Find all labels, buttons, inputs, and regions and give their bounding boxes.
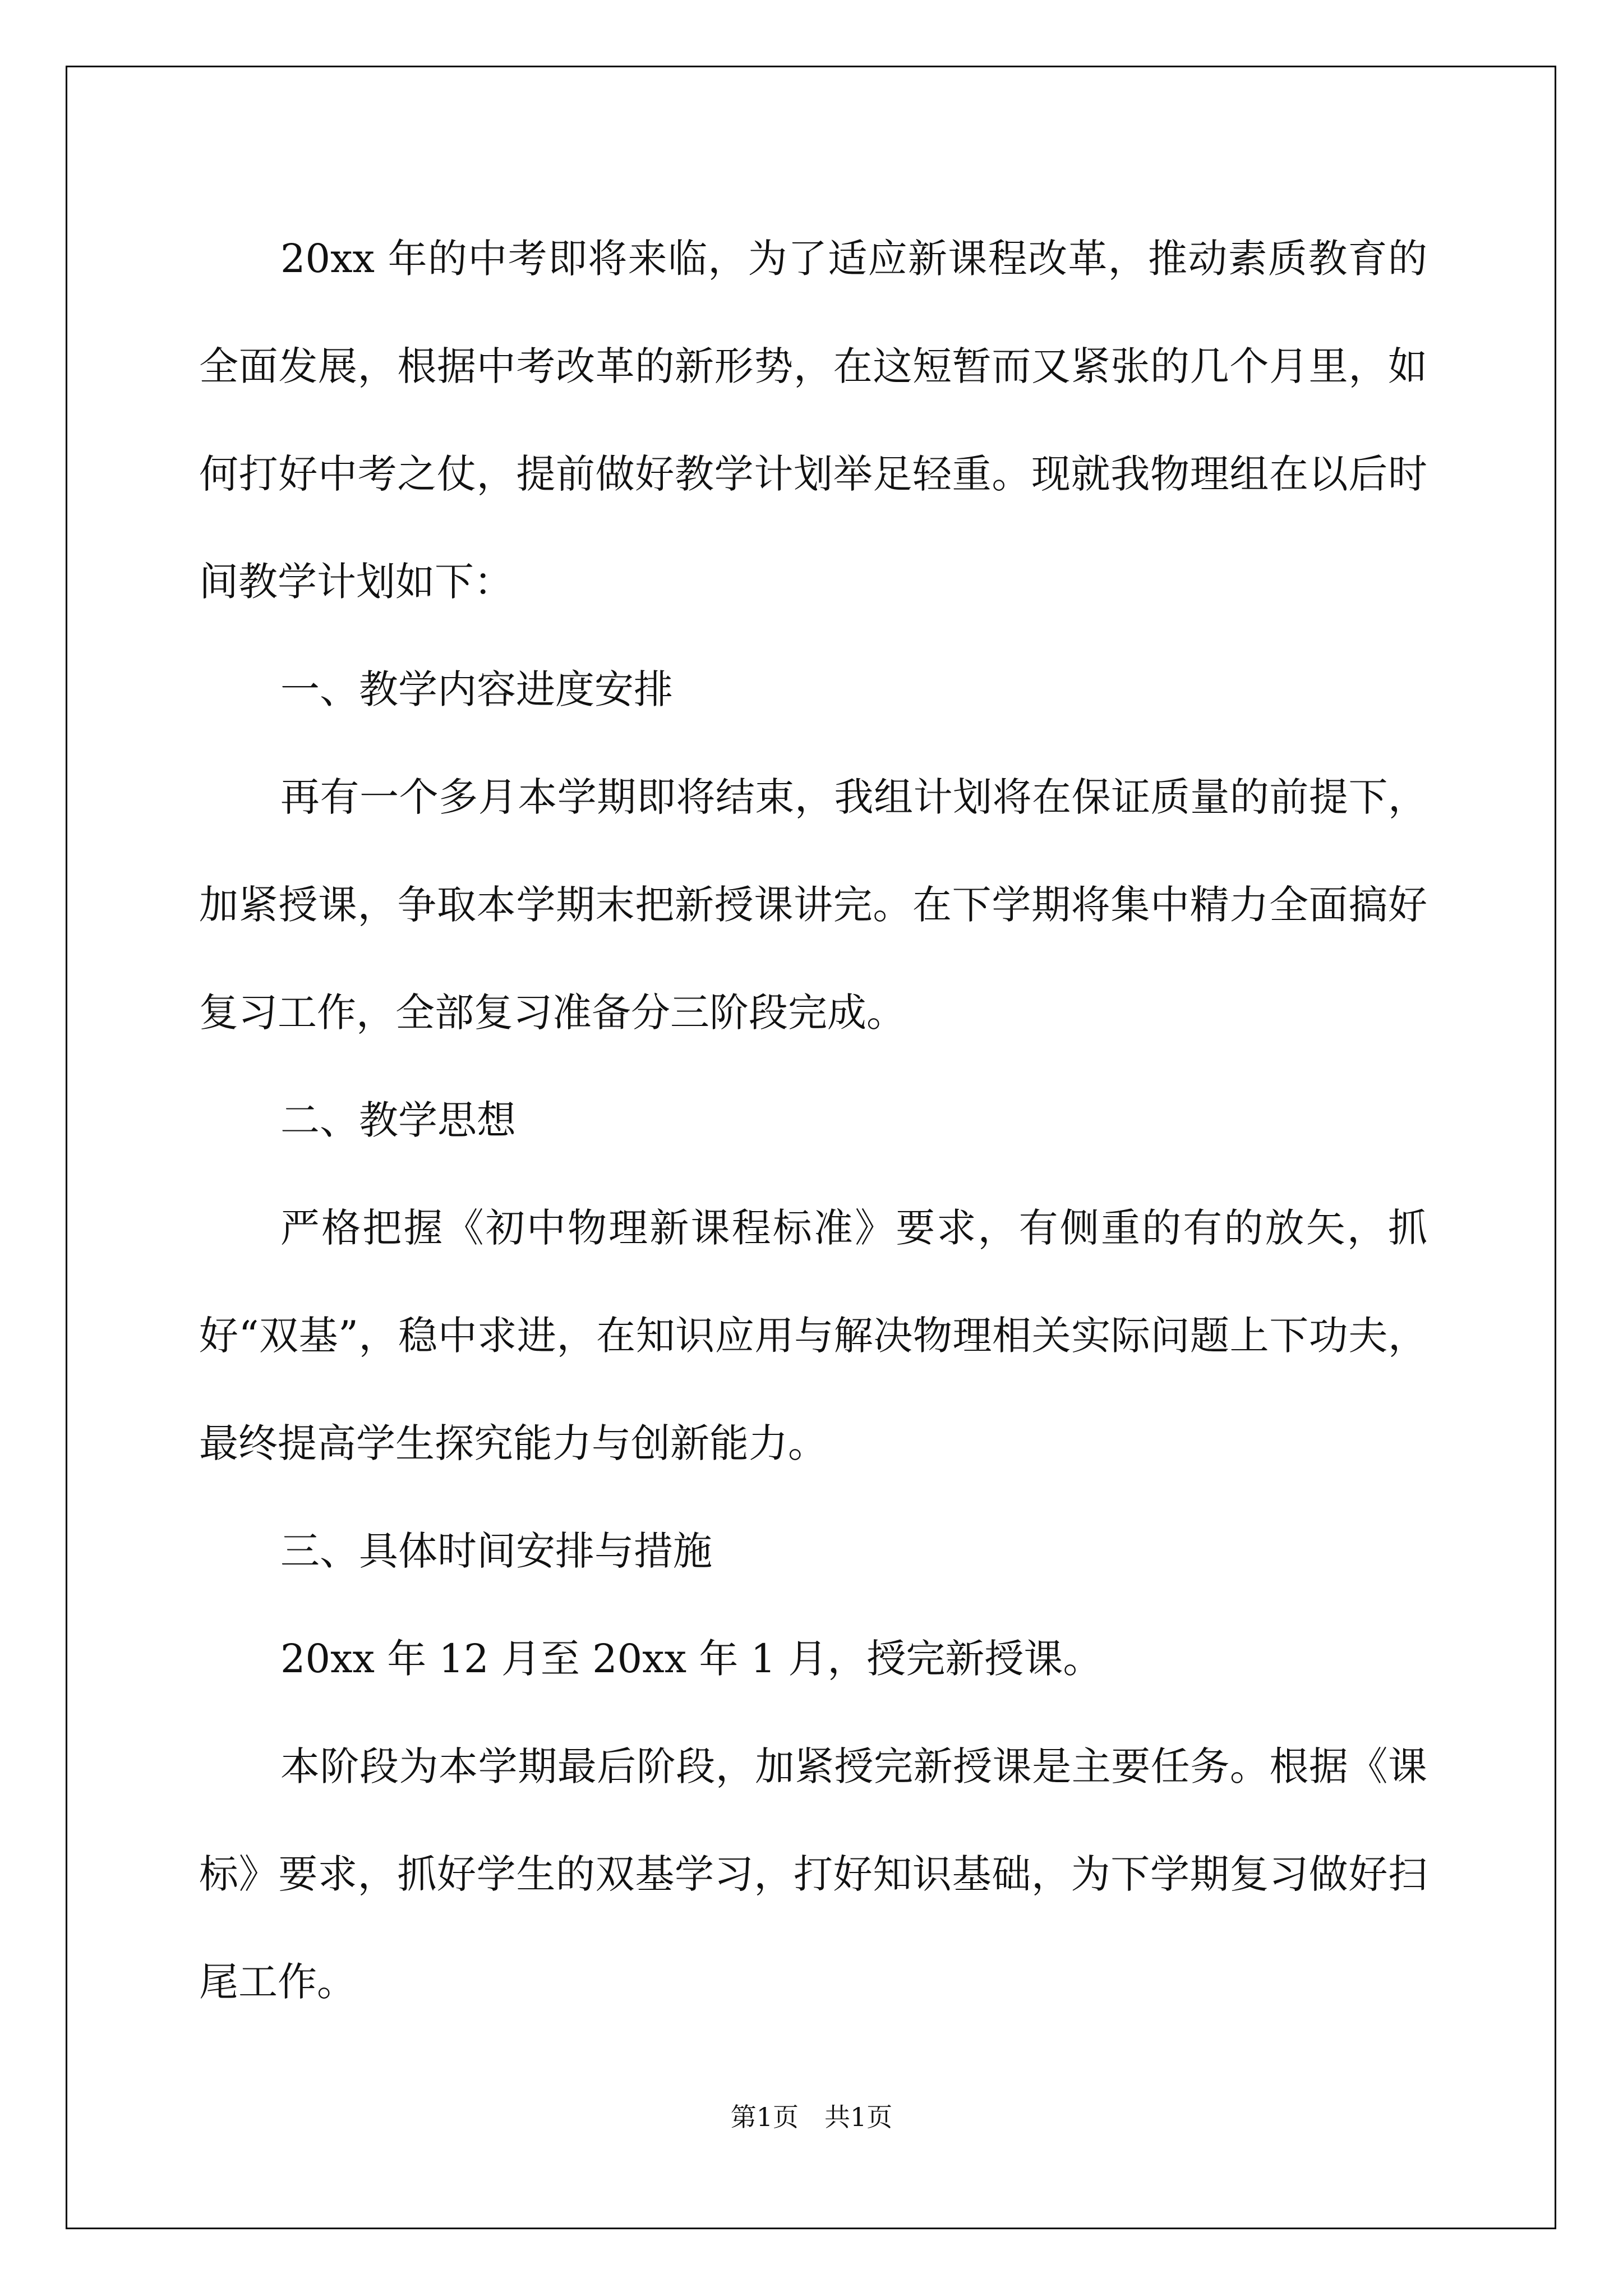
section-heading-philosophy: 二、教学思想 bbox=[280, 1097, 516, 1143]
section-heading-timeline: 三、具体时间安排与措施 bbox=[280, 1528, 712, 1574]
document-body bbox=[199, 205, 1427, 2036]
timeline-detail-paragraph: 本阶段为本学期最后阶段，加紧授完新授课是主要任务。根据《课标》要求，抓好学生的双基学习，打好知识基础，为下学期复习做好扫尾工作。 bbox=[199, 1743, 1427, 2005]
timeline-date-paragraph: 20xx 年 12 月至 20xx 年 1 月，授完新授课。 bbox=[280, 1636, 1103, 1682]
intro-paragraph: 20xx 年的中考即将来临，为了适应新课程改革，推动素质教育的全面发展，根据中考改革的新形势，在这短暂而又紧张的几个月里，如何打好中考之仗，提前做好教学计划举足轻重。现就我物理组在以后时间教学计划如下： bbox=[199, 236, 1427, 605]
page-footer: 第1页 共1页 bbox=[730, 2102, 893, 2132]
section-heading-schedule: 一、教学内容进度安排 bbox=[280, 666, 673, 712]
schedule-paragraph: 再有一个多月本学期即将结束，我组计划将在保证质量的前提下，加紧授课，争取本学期末把新授课讲完。在下学期将集中精力全面搞好复习工作，全部复习准备分三阶段完成。 bbox=[199, 774, 1427, 1036]
philosophy-paragraph: 严格把握《初中物理新课程标准》要求，有侧重的有的放矢，抓好“双基”，稳中求进，在知识应用与解决物理相关实际问题上下功夫，最终提高学生探究能力与创新能力。 bbox=[199, 1205, 1427, 1466]
